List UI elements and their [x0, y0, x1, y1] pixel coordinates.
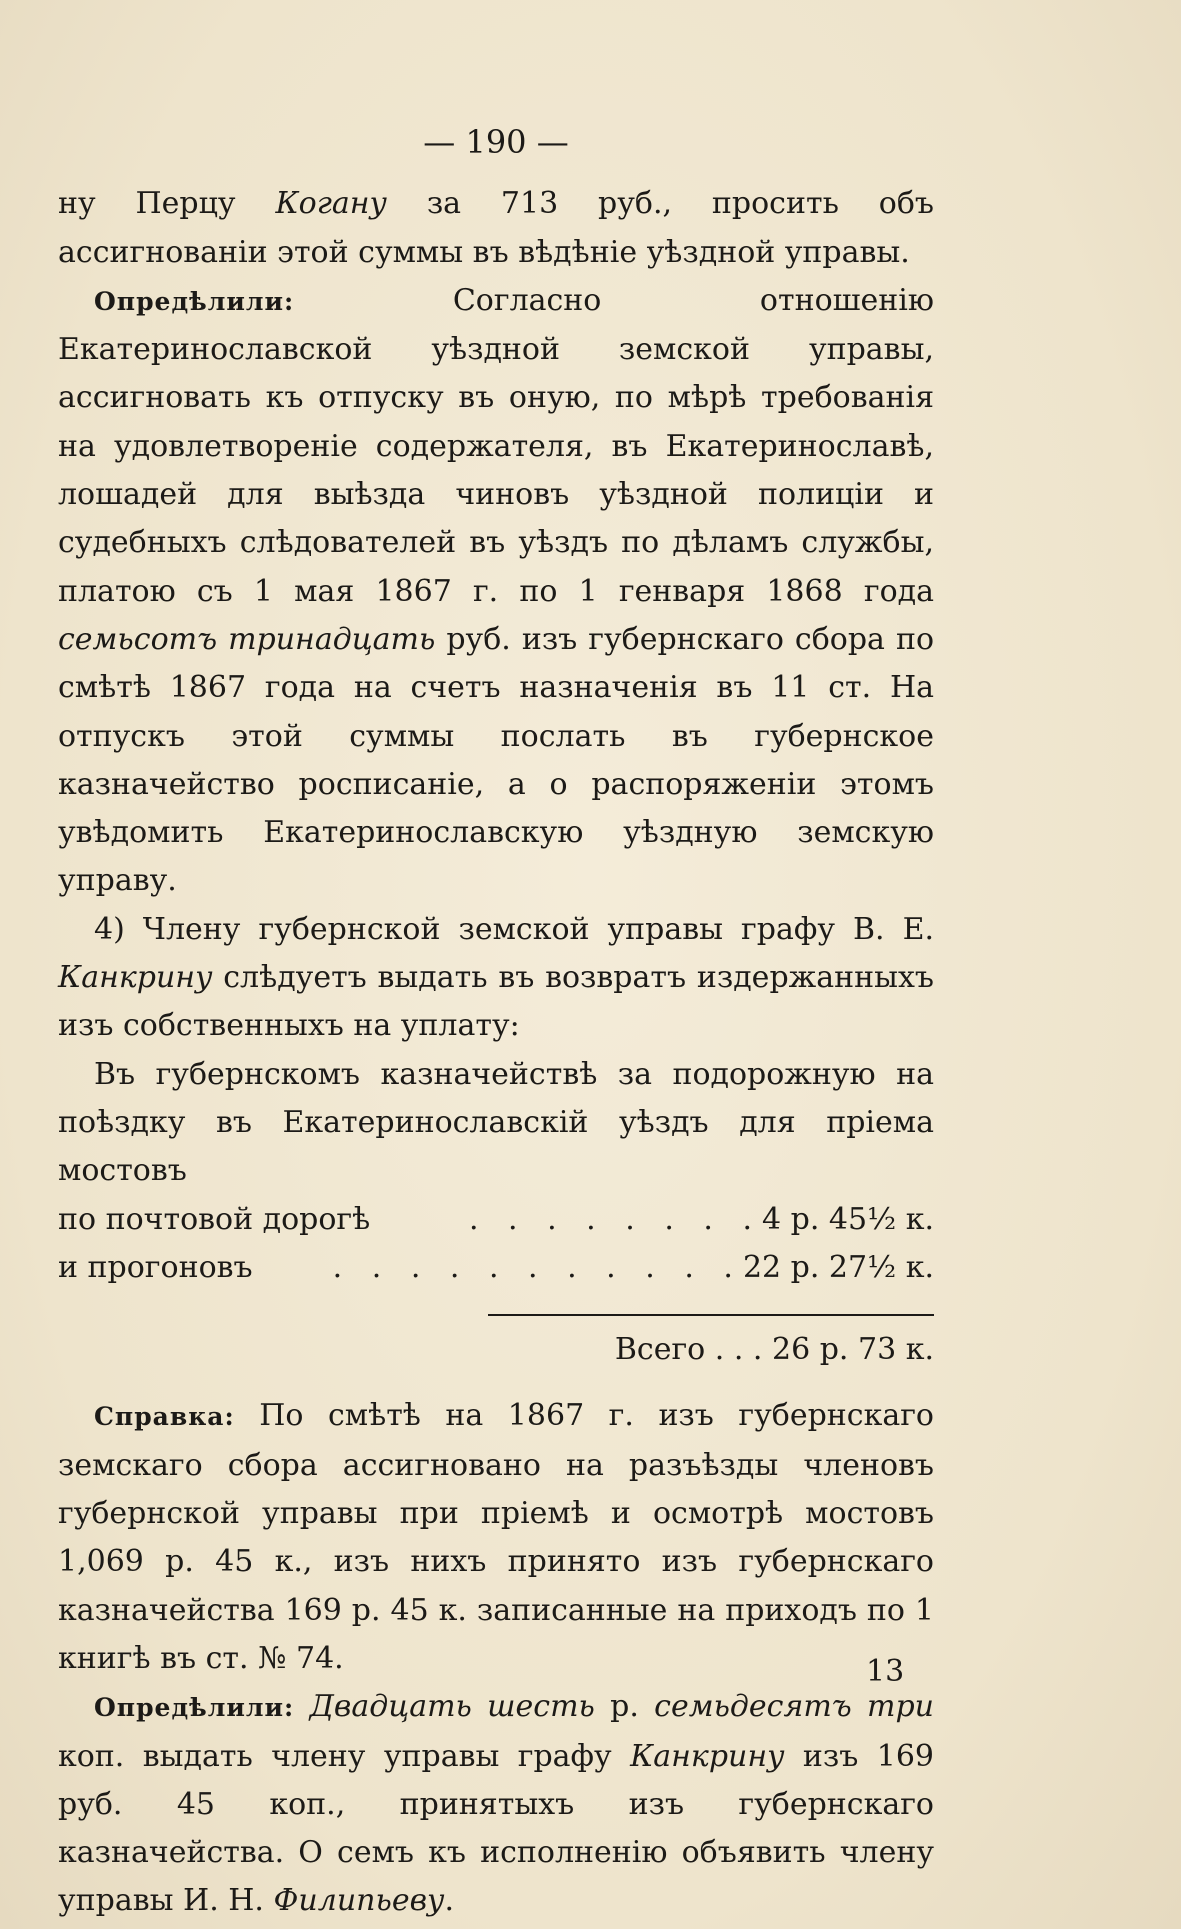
resolution-label: Опредѣлили:: [94, 286, 295, 316]
name-kankrin: Канкрину: [58, 960, 213, 996]
page-number: — 190 —: [423, 123, 569, 161]
paragraph-6: Опредѣлили: Двадцать шесть р. семьдесятъ три коп. выдать члену управы графу Канкрину изъ 169 руб. 45 коп., принятыхъ изъ губернскаго казначейства. О семъ къ исполненію объявить члену управы И. Н. Филипьеву.: [58, 1689, 935, 1919]
total-row: Всего . . . 26 р. 73 к.: [614, 1332, 934, 1368]
paragraph-2: Опредѣлили: Согласно отношенію Екатеринославской уѣздной земской управы, ассигновать къ отпуску въ оную, по мѣрѣ требованія на удовлетвореніе содержателя, въ Екатеринославѣ, лошадей для выѣзда чиновъ уѣздной полиціи и судебныхъ слѣдователей въ уѣздъ по дѣламъ службы, платою съ 1 мая 1867 г. по 1 генваря 1868 года семьсотъ тринадцать руб. изъ губернскаго сбора по смѣтѣ 1867 года на счетъ назначенія въ 11 ст. На отпускъ этой суммы послать въ губернское казначейство росписаніе, а о распоряженіи этомъ увѣдомить Екатеринославскую уѣздную земскую управу.: [58, 282, 934, 899]
expense-row-1: по почтовой дорогѣ . . . . . . . . 4 р. 45½ к.: [58, 1201, 934, 1237]
paragraph-4: Въ губернскомъ казначействѣ за подорожную на поѣздку въ Екатеринославскій уѣздъ для пріема мостовъ: [58, 1056, 934, 1189]
amount-words: семьсотъ тринадцать: [58, 621, 436, 657]
expense-row-2: и прогоновъ . . . . . . . . . . . 22 р. 27½ к.: [58, 1249, 934, 1285]
reference-label: Справка:: [94, 1402, 235, 1432]
signature-mark: 13: [866, 1654, 905, 1689]
paragraph-5: Справка: По смѣтѣ на 1867 г. изъ губернскаго земскаго сбора ассигновано на разъѣзды членовъ губернской управы при пріемѣ и осмотрѣ мостовъ 1,069 р. 45 к., изъ нихъ принято изъ губернскаго казначейства 169 р. 45 к. записанные на приходъ по 1 книгѣ въ ст. № 74.: [58, 1398, 934, 1676]
page-text: [58, 118, 934, 1926]
resolution-label-2: Опредѣлили:: [94, 1693, 295, 1723]
paragraph-1: ну Перцу Когану за 713 руб., просить объ ассигнованіи этой суммы въ вѣдѣніе уѣздной управы.: [58, 186, 934, 270]
sum-rule: [488, 1314, 934, 1316]
paragraph-3: 4) Члену губернской земской управы графу В. Е. Канкрину слѣдуетъ выдать въ возвратъ издержанныхъ изъ собственныхъ на уплату:: [58, 911, 934, 1044]
name-kogan: Когану: [275, 186, 387, 222]
